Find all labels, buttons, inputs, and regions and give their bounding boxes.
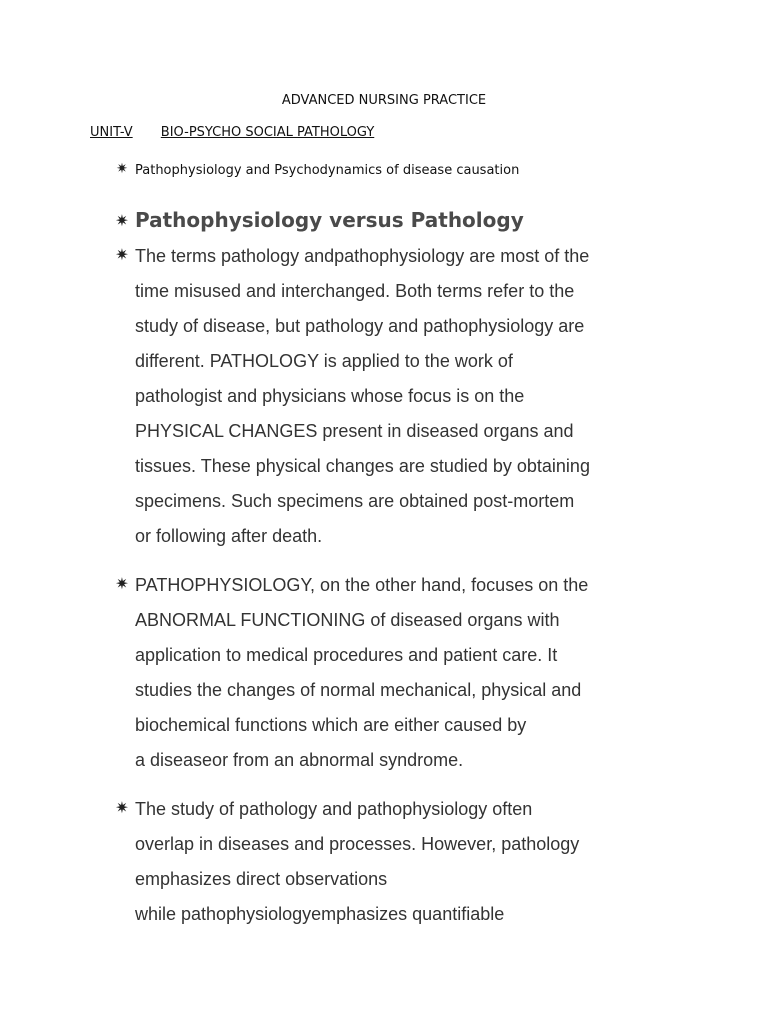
paragraph-pathophysiology [135, 568, 695, 778]
paragraph-line: a diseaseor from an abnormal syndrome. [135, 750, 464, 770]
bullet-star-icon: ✷ [115, 574, 129, 593]
paragraph-line: PHYSICAL CHANGES present in diseased organs and [135, 421, 574, 441]
paragraph-line: tissues. These physical changes are studied by obtaining [135, 456, 590, 476]
paragraph-line: specimens. Such specimens are obtained post-mortem [135, 491, 575, 511]
paragraph-line: The study of pathology and pathophysiology often [135, 799, 533, 819]
paragraph-overlap [135, 792, 695, 932]
paragraph-line: different. PATHOLOGY is applied to the work of [135, 351, 513, 371]
paragraph-line: PATHOPHYSIOLOGY, on the other hand, focuses on the [135, 575, 589, 595]
bullet-star-icon: ✷ [116, 161, 128, 177]
unit-title: BIO-PSYCHO SOCIAL PATHOLOGY [160, 125, 375, 140]
paragraph-line: pathologist and physicians whose focus is on the [135, 386, 525, 406]
paragraph-line: biochemical functions which are either caused by [135, 715, 527, 735]
bullet-star-icon: ✷ [115, 245, 129, 264]
section-heading: Pathophysiology versus Pathology [135, 208, 524, 232]
paragraph-line: ABNORMAL FUNCTIONING of diseased organs with [135, 610, 560, 630]
paragraph-line: while pathophysiologyemphasizes quantifiable [135, 904, 505, 924]
unit-header [90, 125, 374, 140]
topic-line: Pathophysiology and Psychodynamics of disease causation [135, 163, 520, 178]
paragraph-line: application to medical procedures and patient care. It [135, 645, 558, 665]
document-title: ADVANCED NURSING PRACTICE [281, 93, 487, 108]
paragraph-line: studies the changes of normal mechanical, physical and [135, 680, 582, 700]
bullet-star-icon: ✷ [115, 211, 129, 230]
unit-code: UNIT-V [90, 125, 133, 140]
bullet-star-icon: ✷ [115, 798, 129, 817]
paragraph-line: or following after death. [135, 526, 323, 546]
paragraph-line: The terms pathology andpathophysiology are most of the [135, 246, 590, 266]
paragraph-pathology [135, 239, 695, 554]
paragraph-line: study of disease, but pathology and pathophysiology are [135, 316, 585, 336]
paragraph-line: time misused and interchanged. Both terms refer to the [135, 281, 575, 301]
paragraph-line: emphasizes direct observations [135, 869, 388, 889]
paragraph-line: overlap in diseases and processes. However, pathology [135, 834, 580, 854]
